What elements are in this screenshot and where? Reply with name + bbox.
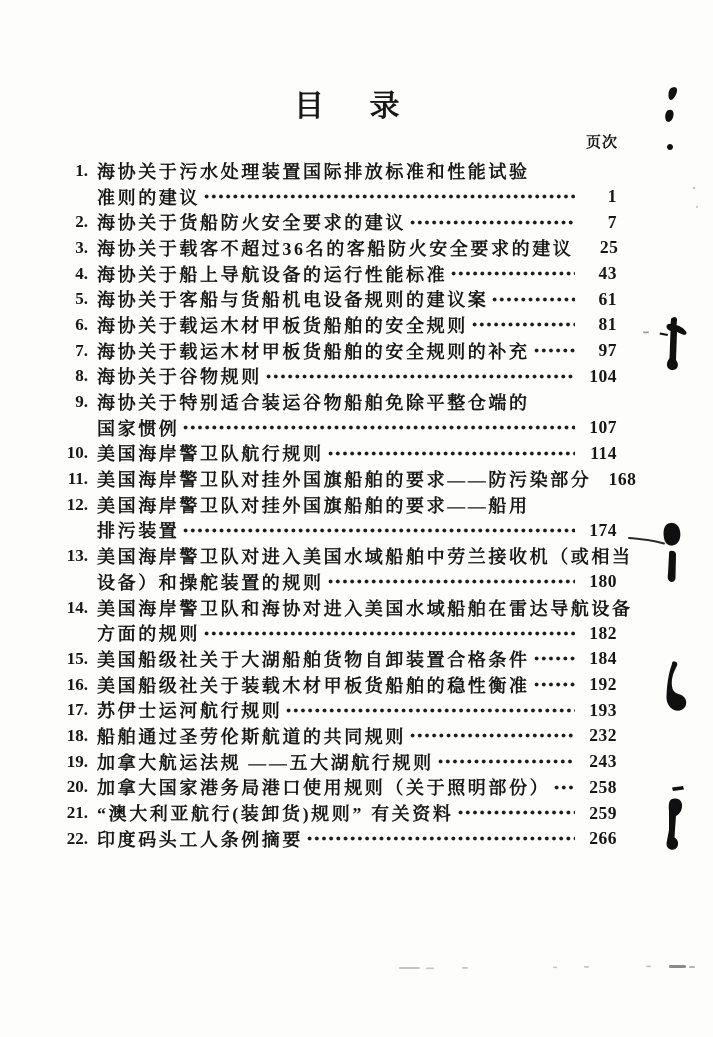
page-number-column-label: 页次: [585, 135, 618, 151]
entry-text: 海协关于载客不超过36名的客船防火安全要求的建议: [97, 238, 574, 259]
dot-leader: [450, 261, 575, 287]
entry-number: 20.: [66, 777, 88, 797]
entry-number: 17.: [66, 700, 88, 720]
dot-leader: [533, 672, 575, 698]
entry-text: 海协关于谷物规则: [97, 367, 262, 388]
entry-text: 加拿大航运法规 ——五大湖航行规则: [97, 752, 434, 773]
entry-number: 7.: [75, 340, 88, 360]
entry-number: 10.: [66, 443, 88, 463]
entry-page-number: 97: [598, 340, 617, 361]
entry-text: 美国海岸警卫队和海协对进入美国水域船舶在雷达导航设备: [97, 598, 633, 619]
entry-page-number: 259: [589, 802, 617, 823]
dot-leader: [409, 723, 575, 749]
entry-text: 准则的建议: [97, 187, 200, 208]
entry-number: 13.: [66, 546, 88, 566]
toc-entry-line: [53, 800, 617, 826]
toc-entry-line: [53, 184, 617, 210]
entry-text: 海协关于载运木材甲板货船舶的安全规则: [97, 315, 468, 336]
dot-leader: [203, 184, 575, 210]
entry-text: 美国海岸警卫队对挂外国旗船舶的要求——防污染部分: [97, 470, 592, 491]
dot-leader: [533, 338, 575, 364]
entry-text: 海协关于污水处理装置国际排放标准和性能试验: [97, 161, 530, 182]
entry-number: 14.: [66, 597, 88, 617]
entry-number: 9.: [75, 392, 88, 412]
entry-text: 印度码头工人条例摘要: [97, 829, 303, 850]
entry-page-number: 107: [589, 417, 617, 438]
entry-number: 19.: [66, 751, 88, 771]
toc-entry-line: [53, 826, 617, 852]
dot-leader: [203, 620, 575, 646]
entry-text: 美国船级社关于装载木材甲板货船舶的稳性衡准: [97, 675, 530, 696]
entry-number: 16.: [66, 674, 88, 694]
toc-entry-line: [53, 518, 617, 544]
dot-leader: [533, 646, 575, 672]
entry-number: 22.: [66, 828, 88, 848]
toc-entry-line: [53, 723, 617, 749]
dot-leader: [306, 826, 575, 852]
entry-text: 方面的规则: [97, 624, 200, 645]
table-of-contents: [53, 158, 637, 852]
dot-leader: [182, 518, 575, 544]
dot-leader: [327, 569, 575, 595]
entry-number: 11.: [67, 469, 88, 489]
toc-entry-line: [53, 338, 617, 364]
entry-page-number: 104: [589, 365, 617, 386]
entry-text: 苏伊士运河航行规则: [97, 701, 283, 722]
dot-leader: [285, 697, 575, 723]
entry-text: 排污装置: [97, 521, 180, 542]
entry-text: 美国船级社关于大湖船舶货物自卸装置合格条件: [97, 649, 530, 670]
entry-number: 4.: [75, 263, 88, 283]
entry-number: 18.: [66, 725, 88, 745]
entry-text: 海协关于货船防火安全要求的建议: [97, 213, 406, 234]
toc-entry-line: [53, 646, 617, 672]
entry-text: 设备）和操舵装置的规则: [97, 572, 324, 593]
entry-page-number: 61: [598, 288, 617, 309]
entry-number: 3.: [75, 237, 88, 257]
dot-leader: [182, 415, 575, 441]
entry-number: 15.: [66, 648, 88, 668]
dot-leader: [409, 209, 575, 235]
entry-text: 海协关于客船与货船机电设备规则的建议案: [97, 290, 489, 311]
toc-entry-line: [53, 543, 633, 569]
entry-text: 美国海岸警卫队对进入美国水域船舶中劳兰接收机（或相当: [97, 547, 633, 568]
entry-page-number: 243: [589, 751, 617, 772]
toc-entry-line: [53, 286, 617, 312]
toc-entry-line: [53, 697, 617, 723]
entry-number: 2.: [75, 212, 88, 232]
toc-entry-line: [53, 466, 637, 492]
entry-text: 海协关于载运木材甲板货船舶的安全规则的补充: [97, 341, 530, 362]
entry-text: 船舶通过圣劳伦斯航道的共同规则: [97, 726, 406, 747]
toc-entry-line: [53, 389, 617, 415]
dot-leader: [471, 312, 575, 338]
entry-number: 5.: [75, 289, 88, 309]
entry-page-number: 192: [589, 674, 617, 695]
entry-page-number: 232: [589, 725, 617, 746]
entry-text: 加拿大国家港务局港口使用规则（关于照明部份）: [97, 778, 551, 799]
entry-page-number: 1: [607, 186, 617, 207]
toc-entry-line: [53, 492, 617, 518]
entry-number: 6.: [75, 314, 88, 334]
dot-leader: [437, 749, 575, 775]
dot-leader: [553, 775, 575, 801]
entry-number: 1.: [75, 160, 88, 180]
toc-entry-line: [53, 261, 617, 287]
toc-entry-line: [53, 441, 617, 467]
toc-entry-line: [53, 595, 633, 621]
toc-entry-line: [53, 672, 617, 698]
entry-text: 美国海岸警卫队航行规则: [97, 444, 324, 465]
entry-page-number: 168: [608, 468, 637, 489]
entry-page-number: 184: [589, 648, 617, 669]
toc-entry-line: [53, 415, 617, 441]
entry-page-number: 114: [590, 442, 617, 463]
dot-leader: [265, 364, 575, 390]
entry-page-number: 81: [598, 314, 617, 335]
dot-leader: [457, 800, 576, 826]
entry-page-number: 25: [599, 237, 619, 258]
dot-leader: [491, 286, 575, 312]
toc-entry-line: [53, 569, 617, 595]
entry-text: “澳大利亚航行(装卸货)规则” 有关资料: [97, 804, 454, 825]
entry-text: 海协关于船上导航设备的运行性能标准: [97, 264, 448, 285]
toc-entry-line: [53, 312, 617, 338]
entry-page-number: 43: [598, 263, 617, 284]
entry-text: 海协关于特别适合装运谷物船舶免除平整仓端的: [97, 393, 530, 414]
entry-number: 12.: [66, 494, 88, 514]
toc-entry-line: [53, 158, 617, 184]
toc-entry-line: [53, 235, 617, 261]
entry-page-number: 174: [589, 519, 617, 540]
entry-text: 国家惯例: [97, 418, 180, 439]
entry-page-number: 266: [589, 828, 617, 849]
entry-number: 21.: [66, 803, 88, 823]
toc-entry-line: [53, 364, 617, 390]
toc-entry-line: [53, 749, 617, 775]
entry-number: 8.: [75, 366, 88, 386]
dot-leader: [327, 441, 575, 467]
entry-page-number: 258: [589, 776, 617, 797]
entry-page-number: 180: [589, 571, 617, 592]
entry-page-number: 7: [607, 211, 617, 232]
entry-text: 美国海岸警卫队对挂外国旗船舶的要求——船用: [97, 495, 530, 516]
entry-page-number: 193: [589, 699, 617, 720]
toc-entry-line: [53, 775, 617, 801]
toc-entry-line: [53, 620, 617, 646]
entry-page-number: 182: [589, 622, 617, 643]
toc-entry-line: [53, 209, 617, 235]
page-title: 目 录: [294, 90, 401, 123]
